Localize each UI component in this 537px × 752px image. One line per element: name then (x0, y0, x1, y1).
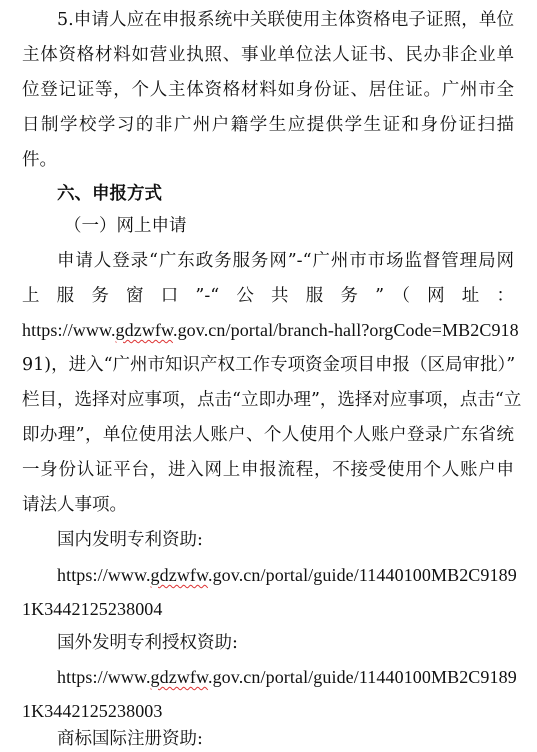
item1-label: 国内发明专利资助: (57, 530, 203, 550)
body-line2: 上服务窗口”-“公共服务”（网址： (22, 286, 514, 306)
para5-line2: 主体资格材料如营业执照、事业单位法人证书、民办非企业单 (22, 45, 514, 65)
body-url-line[interactable] (22, 318, 519, 342)
body-line1: 申请人登录“广东政务服务网”-“广州市市场监督管理局网 (57, 251, 514, 271)
body-line6: 即办理”，单位使用法人账户、个人使用个人账户登录广东省统 (22, 425, 514, 445)
body-line7: 一身份认证平台，进入网上申报流程，不接受使用个人账户申 (22, 460, 514, 480)
item3-label: 商标国际注册资助: (57, 729, 203, 749)
para5-line4: 日制学校学习的非广州户籍学生应提供学生证和身份证扫描 (22, 115, 514, 135)
item1-url-wavy: gdzwfw (150, 565, 208, 585)
para5-line1: 5.申请人应在申报系统中关联使用主体资格电子证照，单位 (57, 10, 514, 30)
body-line8: 请法人事项。 (22, 495, 127, 515)
item1-url-suffix: .gov.cn/portal/guide/11440100MB2C9189 (207, 565, 517, 585)
item2-url-wavy: gdzwfw (150, 667, 208, 687)
item1-url-prefix: https://www. (57, 565, 151, 585)
item2-url-line2[interactable]: 1K3442125238003 (22, 701, 163, 721)
url-domain-wavy: gdzwfw (115, 320, 173, 340)
body-line4: 91)，进入“广州市知识产权工作专项资金项目申报（区局审批）” (22, 355, 516, 375)
item2-url-prefix: https://www. (57, 667, 151, 687)
item2-url-suffix: .gov.cn/portal/guide/11440100MB2C9189 (207, 667, 517, 687)
url-prefix: https://www. (22, 320, 116, 340)
para5-line5: 件。 (22, 150, 57, 170)
item1-url-line1[interactable] (57, 563, 517, 587)
body-line5: 栏目，选择对应事项，点击“立即办理”，选择对应事项，点击“立 (22, 390, 522, 410)
item2-url-line1[interactable] (57, 665, 517, 689)
item1-url-line2[interactable]: 1K3442125238004 (22, 599, 163, 619)
section-heading: 六、申报方式 (57, 184, 162, 204)
item2-label: 国外发明专利授权资助: (57, 633, 238, 653)
para5-line3: 位登记证等，个人主体资格材料如身份证、居住证。广州市全 (22, 80, 514, 100)
url-suffix: .gov.cn/portal/branch-hall?orgCode=MB2C918 (172, 320, 519, 340)
subsection-heading: （一）网上申请 (64, 216, 187, 236)
